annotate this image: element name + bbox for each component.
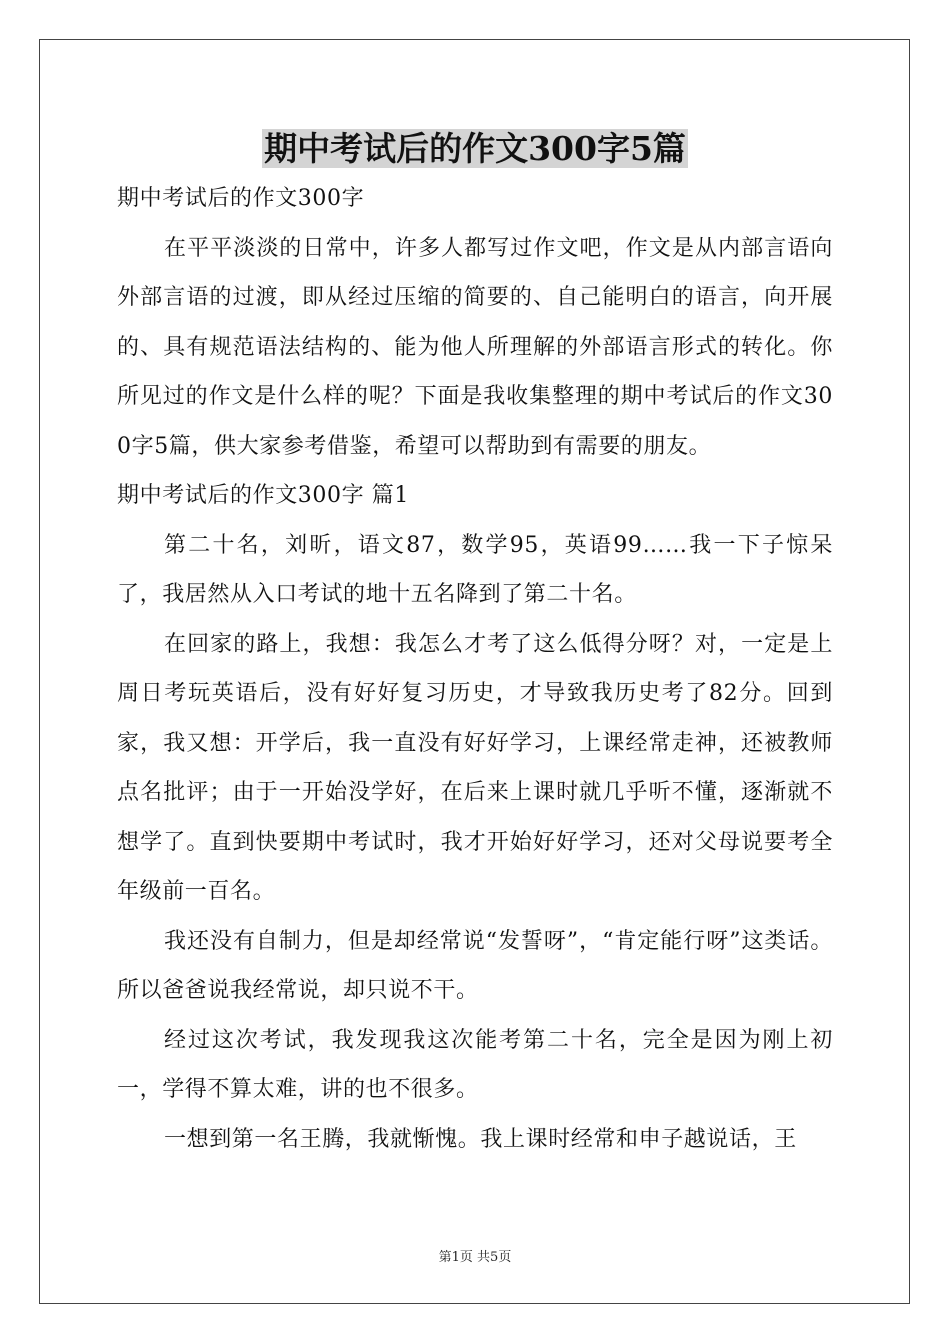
body-paragraph: 经过这次考试，我发现我这次能考第二十名，完全是因为刚上初一，学得不算太难，讲的也不很多。	[117, 1027, 833, 1102]
body-paragraph: 在回家的路上，我想：我怎么才考了这么低得分呀？对，一定是上周日考玩英语后，没有好好复习历史，才导致我历史考了82分。回到家，我又想：开学后，我一直没有好好学习，上课经常走神，还被教师点名批评；由于一开始没学好，在后来上课时就几乎听不懂，逐渐就不想学了。直到快要期中考试时，我才开始好好学习，还对父母说要考全年级前一百名。	[117, 631, 833, 904]
body-paragraph: 一想到第一名王腾，我就惭愧。我上课时经常和申子越说话，王	[164, 1126, 797, 1152]
body-paragraph: 我还没有自制力，但是却经常说“发誓呀”，“肯定能行呀”这类话。所以爸爸说我经常说，却只说不干。	[117, 928, 833, 1003]
intro-paragraph: 在平平淡淡的日常中，许多人都写过作文吧，作文是从内部言语向外部言语的过渡，即从经过压缩的简要的、自己能明白的语言，向开展的、具有规范语法结构的、能为他人所理解的外部语言形式的转化。你所见过的作文是什么样的呢？下面是我收集整理的期中考试后的作文300字5篇，供大家参考借鉴，希望可以帮助到有需要的朋友。	[117, 235, 833, 459]
document-body	[117, 174, 833, 1164]
document-title	[0, 124, 950, 174]
section-heading: 期中考试后的作文300字 篇1	[117, 483, 409, 508]
page-number-footer: 第1页 共5页	[438, 1250, 512, 1265]
document-title-text: 期中考试后的作文300字5篇	[264, 129, 686, 168]
body-paragraph: 第二十名，刘昕，语文87，数学95，英语99……我一下子惊呆了，我居然从入口考试的地十五名降到了第二十名。	[117, 532, 833, 607]
subtitle-line: 期中考试后的作文300字	[117, 186, 365, 211]
